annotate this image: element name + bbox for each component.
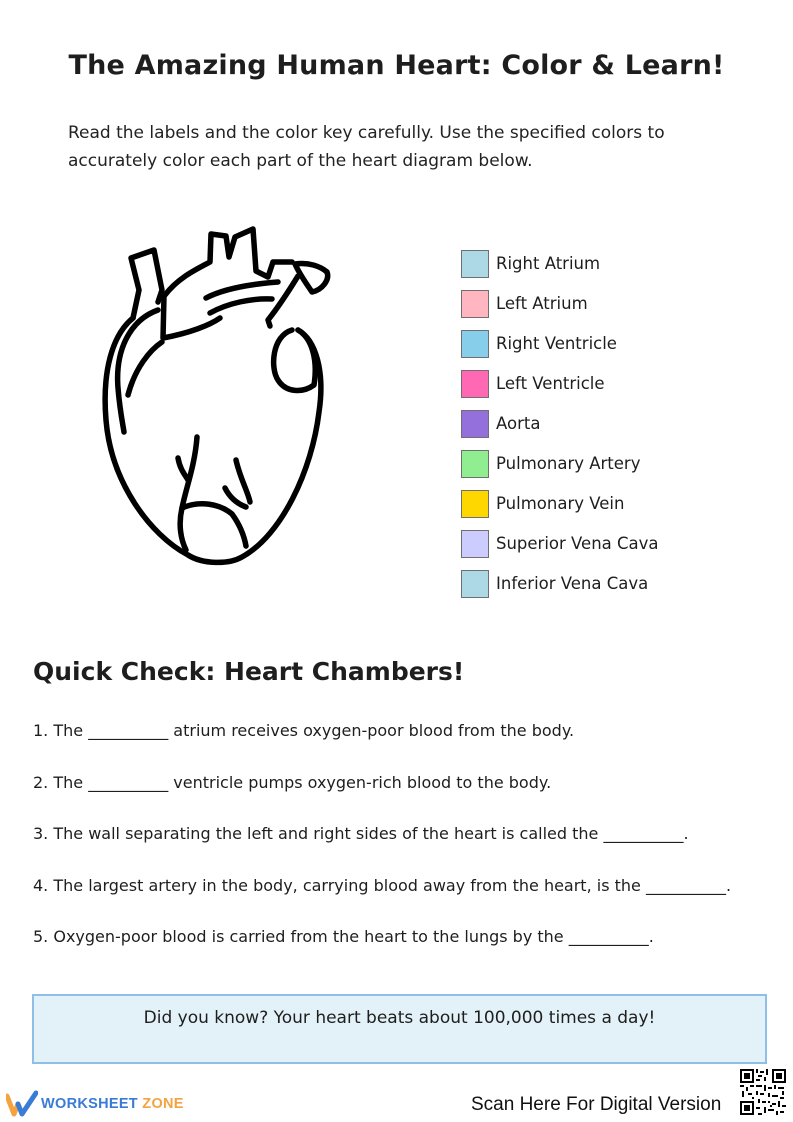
question-item: 5. Oxygen-poor blood is carried from the heart to the lungs by the __________. bbox=[33, 927, 654, 946]
color-key-item bbox=[461, 530, 761, 570]
color-swatch bbox=[461, 290, 489, 318]
question-item: 3. The wall separating the left and right sides of the heart is called the __________. bbox=[33, 824, 689, 843]
color-key-item bbox=[461, 410, 761, 450]
brand-word-worksheet: WORKSHEET bbox=[41, 1096, 138, 1112]
color-key bbox=[461, 250, 761, 610]
color-key-item bbox=[461, 330, 761, 370]
color-key-label: Inferior Vena Cava bbox=[496, 574, 649, 593]
color-key-item bbox=[461, 370, 761, 410]
color-key-label: Left Atrium bbox=[496, 294, 588, 313]
color-key-item bbox=[461, 250, 761, 290]
color-key-item bbox=[461, 490, 761, 530]
worksheet-zone-logo-icon bbox=[6, 1090, 38, 1118]
color-swatch bbox=[461, 410, 489, 438]
question-item: 2. The __________ ventricle pumps oxygen-rich blood to the body. bbox=[33, 772, 552, 792]
question-list bbox=[33, 721, 773, 979]
color-key-item bbox=[461, 570, 761, 610]
color-key-label: Left Ventricle bbox=[496, 374, 605, 393]
page-title: The Amazing Human Heart: Color & Learn! bbox=[68, 50, 725, 81]
instructions: Read the labels and the color key carefully. Use the specified colors to accurately color each part of the heart diagram below. bbox=[68, 123, 665, 171]
qr-code-icon[interactable] bbox=[739, 1068, 787, 1116]
question-item: 4. The largest artery in the body, carrying blood away from the heart, is the __________. bbox=[33, 875, 732, 895]
color-key-label: Right Ventricle bbox=[496, 334, 617, 353]
color-swatch bbox=[461, 450, 489, 478]
worksheet-zone-brand[interactable] bbox=[6, 1090, 226, 1118]
brand-wordmark bbox=[41, 1096, 184, 1112]
color-key-item bbox=[461, 450, 761, 490]
brand-word-zone: ZONE bbox=[142, 1096, 184, 1112]
color-key-label: Right Atrium bbox=[496, 254, 601, 273]
color-swatch bbox=[461, 330, 489, 358]
color-key-label: Pulmonary Artery bbox=[496, 454, 641, 473]
color-swatch bbox=[461, 570, 489, 598]
color-key-label: Pulmonary Vein bbox=[496, 494, 625, 513]
fun-fact-text: Did you know? Your heart beats about 100,000 times a day! bbox=[143, 1008, 656, 1028]
color-key-item bbox=[461, 290, 761, 330]
scan-instruction: Scan Here For Digital Version bbox=[471, 1094, 722, 1115]
question-item: 1. The __________ atrium receives oxygen-poor blood from the body. bbox=[33, 721, 575, 740]
heart-outline-diagram bbox=[95, 222, 340, 574]
fun-fact-box bbox=[32, 994, 767, 1064]
quick-check-title: Quick Check: Heart Chambers! bbox=[33, 657, 465, 686]
color-key-label: Superior Vena Cava bbox=[496, 534, 659, 553]
color-swatch bbox=[461, 250, 489, 278]
color-key-label: Aorta bbox=[496, 414, 541, 433]
color-swatch bbox=[461, 370, 489, 398]
color-swatch bbox=[461, 490, 489, 518]
color-swatch bbox=[461, 530, 489, 558]
